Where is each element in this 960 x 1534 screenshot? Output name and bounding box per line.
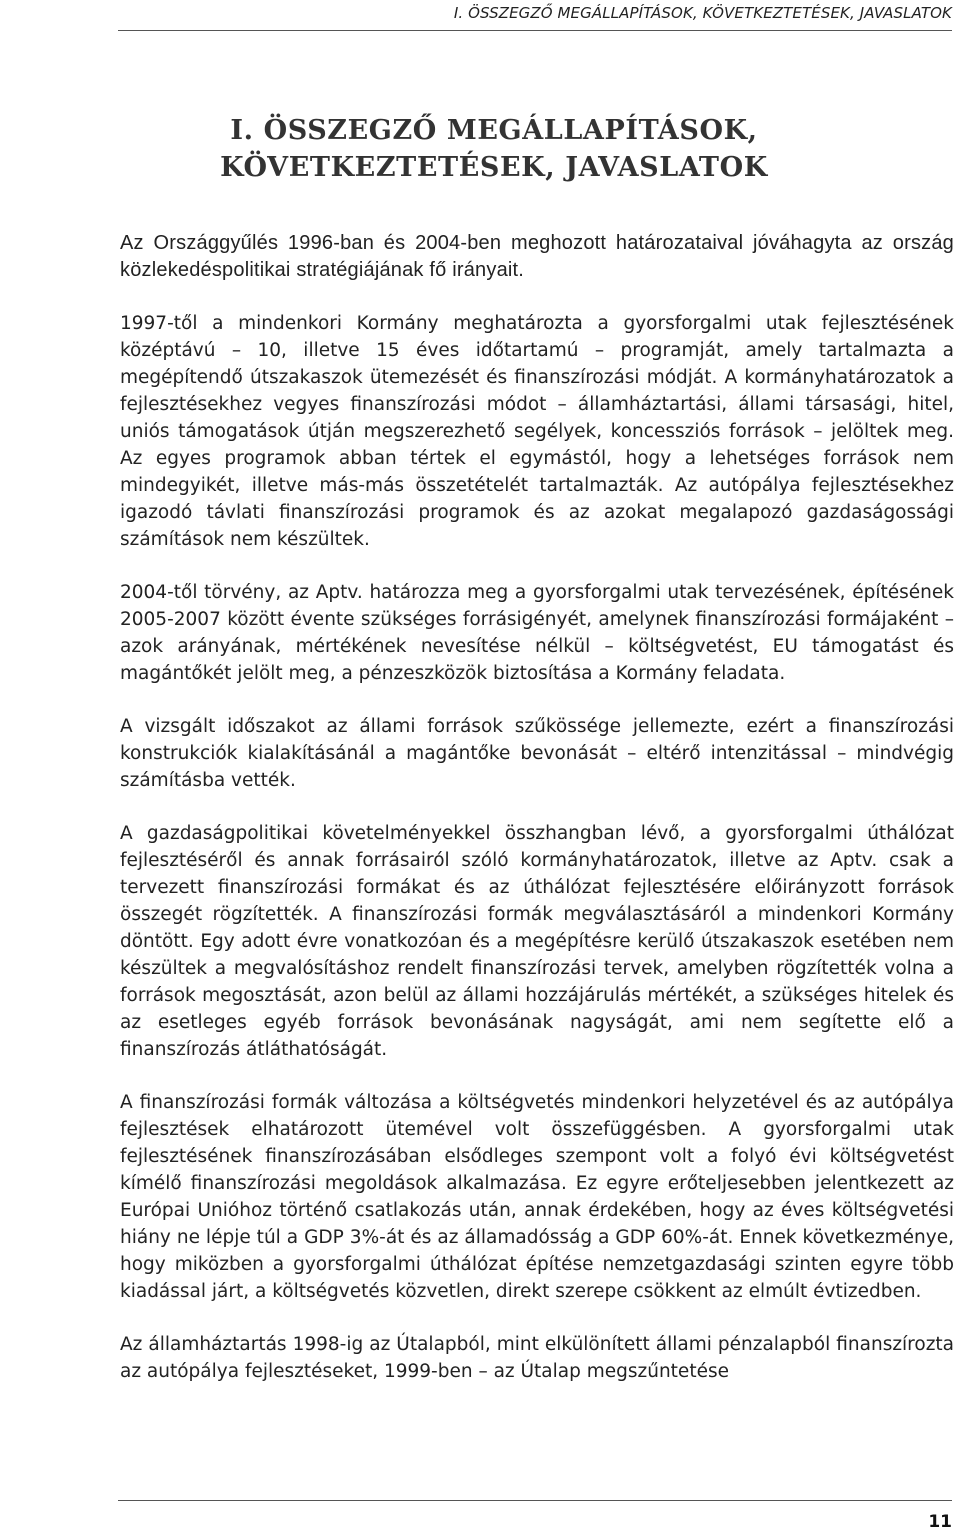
paragraph: Az államháztartás 1998-ig az Útalapból, mint elkülönített állami pénzalapból finanszírozta az autópálya fejlesztéseket, 1999-ben – az Útalap megszűntetése — [120, 1334, 954, 1382]
chapter-title: I. ÖSSZEGZŐ MEGÁLLAPÍTÁSOK, KÖVETKEZTETÉSEK, JAVASLATOK — [220, 115, 768, 183]
paragraph: A finanszírozási formák változása a költségvetés mindenkori helyzetével és az autópálya fejlesztések elhatározott ütemével volt összefüggésben. A gyorsforgalmi utak fejlesztésének finanszírozásában elsődleges szempont volt a folyó évi költségvetést kímélő finanszírozási megoldások alkalmazása. Ez egyre erőteljesebben jelentkezett az Európai Unióhoz történő csatlakozás után, annak érdekében, hogy az éves költségvetési hiány ne lépje túl a GDP 3%-át és az államadósság a GDP 60%-át. Ennek következménye, hogy miközben a gyorsforgalmi úthálózat építése nemzetgazdasági szinten egyre több kiadással járt, a költségvetés közvetlen, direkt szerepe csökkent az elmúlt évtizedben. — [120, 1092, 954, 1302]
paragraph: 2004-től törvény, az Aptv. határozza meg a gyorsforgalmi utak tervezésének, építésének 2005-2007 között évente szükséges forrásigényét, amelynek finanszírozási formájaként – azok arányának, mértékének nevesítése nélkül – költségvetést, EU támogatást és magántőkét jelölt meg, a pénzeszközök biztosítása a Kormány feladata. — [120, 582, 954, 684]
header-divider — [118, 30, 952, 31]
paragraph: A gazdaságpolitikai követelményekkel összhangban lévő, a gyorsforgalmi úthálózat fejlesztéséről és annak forrásairól szóló kormányhatározatok, illetve az Aptv. csak a tervezett finanszírozási formákat és az úthálózat fejlesztésére előirányzott források összegét rögzítették. A finanszírozási formák megválasztásáról a mindenkori Kormány döntött. Egy adott évre vonatkozóan és a megépítésre kerülő útszakaszok esetében nem készültek a megvalósításhoz rendelt finanszírozási tervek, amelyben rögzítették volna a források megosztását, azon belül az állami hozzájárulás mértékét, a szükséges hitelek és az esetleges egyéb források bevonásának nagyságát, ami nem segítette elő a finanszírozás átláthatóságát. — [120, 823, 954, 1060]
page-number: 11 — [928, 1512, 952, 1532]
body-text — [120, 230, 954, 1411]
paragraph: 1997-től a mindenkori Kormány meghatározta a gyorsforgalmi utak fejlesztésének középtávú – 10, illetve 15 éves időtartamú – programját, amely tartalmazta a megépítendő útszakaszok ütemezését és finanszírozási módját. A kormányhatározatok a fejlesztésekhez vegyes finanszírozási módot – államháztartási, állami társasági, hitel, uniós támogatások útján megszerezhető segélyek, koncessziós források – jelöltek meg. Az egyes programok abban tértek el egymástól, hogy a lehetséges források nem mindegyikét, illetve más-más összetételét tartalmazták. Az autópálya fejlesztésekhez igazodó távlati finanszírozási programok és az azokat megalapozó gazdaságossági számítások nem készültek. — [120, 313, 954, 550]
paragraph: Az Országgyűlés 1996-ban és 2004-ben meghozott határozataival jóváhagyta az ország közlekedéspolitikai stratégiájának fő irányait. — [120, 232, 954, 281]
running-header: I. ÖSSZEGZŐ MEGÁLLAPÍTÁSOK, KÖVETKEZTETÉSEK, JAVASLATOK — [453, 4, 952, 22]
footer-divider — [118, 1500, 952, 1501]
paragraph: A vizsgált időszakot az állami források szűkössége jellemezte, ezért a finanszírozási konstrukciók kialakításánál a magántőke bevonását – eltérő intenzitással – mindvégig számításba vették. — [120, 716, 954, 791]
